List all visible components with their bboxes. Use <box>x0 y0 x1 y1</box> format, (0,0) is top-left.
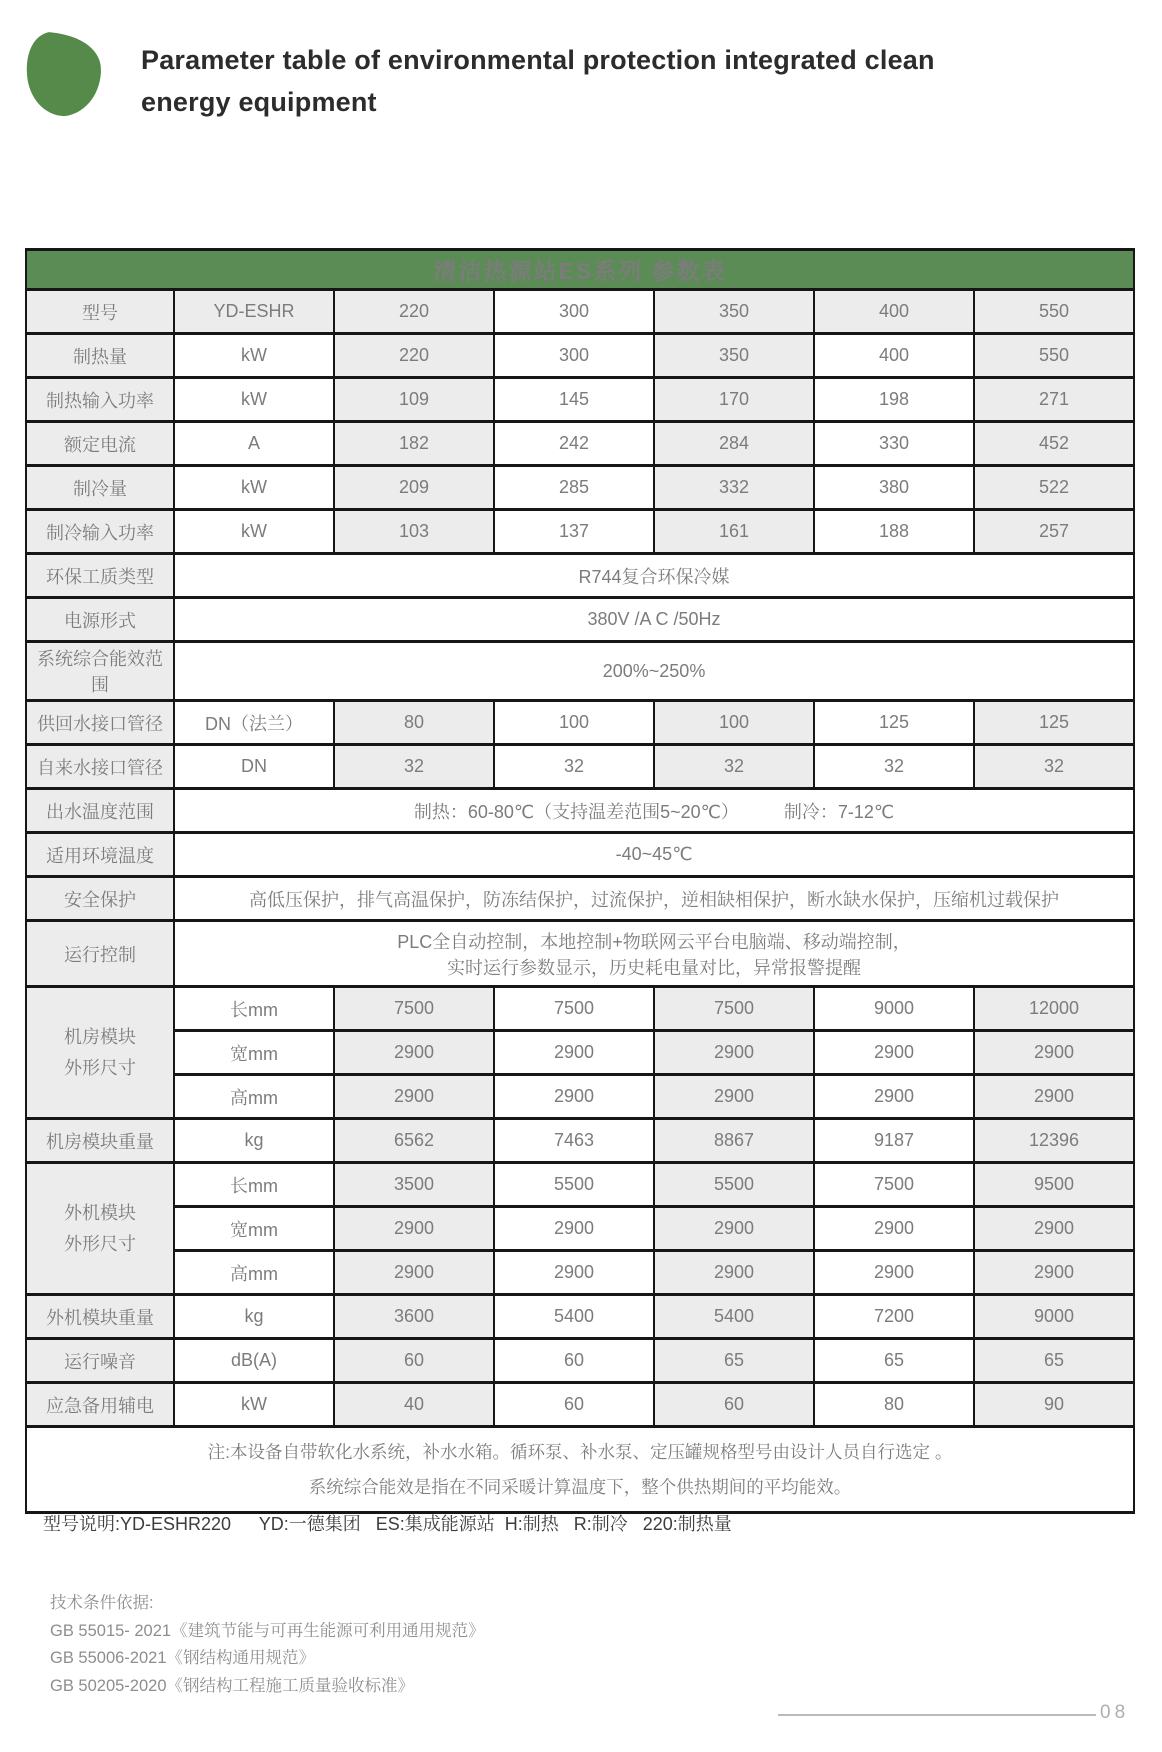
unit-cell: kW <box>174 466 334 510</box>
value-cell: 220 <box>334 334 494 378</box>
unit-cell: 宽mm <box>174 1207 334 1251</box>
value-cell: 9187 <box>814 1119 974 1163</box>
value-cell: 550 <box>974 334 1134 378</box>
value-cell: 9000 <box>814 987 974 1031</box>
value-cell: 2900 <box>974 1075 1134 1119</box>
parameter-table <box>25 248 1135 1514</box>
value-cell: 32 <box>494 745 654 789</box>
value-cell: 2900 <box>814 1075 974 1119</box>
row-label-cell: 应急备用辅电 <box>26 1383 174 1427</box>
merged-value-cell: 高低压保护，排气高温保护，防冻结保护，过流保护，逆相缺相保护，断水缺水保护，压缩机过载保护 <box>174 877 1134 921</box>
unit-cell: kW <box>174 510 334 554</box>
page-number: 08 <box>1100 1702 1130 1723</box>
row-label-cell: 制热量 <box>26 334 174 378</box>
unit-cell: 长mm <box>174 1163 334 1207</box>
value-cell: 182 <box>334 422 494 466</box>
value-cell: 2900 <box>814 1207 974 1251</box>
unit-cell: kg <box>174 1295 334 1339</box>
value-cell: 5400 <box>494 1295 654 1339</box>
row-label-cell: 电源形式 <box>26 598 174 642</box>
model-value-cell: 350 <box>654 290 814 334</box>
value-cell: 2900 <box>334 1207 494 1251</box>
merged-value-cell: 200%~250% <box>174 642 1134 701</box>
tech-basis-item: GB 55015- 2021《建筑节能与可再生能源可利用通用规范》 <box>50 1621 485 1640</box>
value-cell: 2900 <box>654 1031 814 1075</box>
row-label-cell: 系统综合能效范围 <box>26 642 174 701</box>
value-cell: 40 <box>334 1383 494 1427</box>
value-cell: 103 <box>334 510 494 554</box>
value-cell: 90 <box>974 1383 1134 1427</box>
unit-cell: A <box>174 422 334 466</box>
value-cell: 285 <box>494 466 654 510</box>
row-label-cell: 适用环境温度 <box>26 833 174 877</box>
value-cell: 2900 <box>334 1075 494 1119</box>
note-line: 系统综合能效是指在不同采暖计算温度下，整个供热期间的平均能效。 <box>308 1476 852 1497</box>
value-cell: 3500 <box>334 1163 494 1207</box>
value-cell: 161 <box>654 510 814 554</box>
unit-cell: 长mm <box>174 987 334 1031</box>
merged-line: PLC全自动控制，本地控制+物联网云平台电脑端、移动端控制， <box>397 931 911 952</box>
value-cell: 60 <box>494 1339 654 1383</box>
row-label-cell: 额定电流 <box>26 422 174 466</box>
value-cell: 209 <box>334 466 494 510</box>
row-label-cell: 制冷输入功率 <box>26 510 174 554</box>
value-cell: 80 <box>814 1383 974 1427</box>
value-cell: 5500 <box>654 1163 814 1207</box>
row-label-cell: 机房模块重量 <box>26 1119 174 1163</box>
value-cell: 5500 <box>494 1163 654 1207</box>
tech-basis-item: GB 50205-2020《钢结构工程施工质量验收标准》 <box>50 1677 415 1696</box>
unit-cell: DN <box>174 745 334 789</box>
unit-cell: kW <box>174 378 334 422</box>
table-title: 清洁热源站ES系列 参数表 <box>26 250 1134 290</box>
value-cell: 2900 <box>814 1031 974 1075</box>
unit-cell: kg <box>174 1119 334 1163</box>
value-cell: 7463 <box>494 1119 654 1163</box>
value-cell: 2900 <box>654 1075 814 1119</box>
row-label-cell: 出水温度范围 <box>26 789 174 833</box>
row-label-cell: 制热输入功率 <box>26 378 174 422</box>
value-cell: 242 <box>494 422 654 466</box>
value-cell: 80 <box>334 701 494 745</box>
row-label-cell: 自来水接口管径 <box>26 745 174 789</box>
group-label-line: 外机模块 <box>64 1202 136 1223</box>
value-cell: 32 <box>974 745 1134 789</box>
value-cell: 9500 <box>974 1163 1134 1207</box>
row-label-cell: 供回水接口管径 <box>26 701 174 745</box>
value-cell: 284 <box>654 422 814 466</box>
value-cell: 65 <box>974 1339 1134 1383</box>
value-cell: 65 <box>814 1339 974 1383</box>
value-cell: 170 <box>654 378 814 422</box>
value-cell: 452 <box>974 422 1134 466</box>
unit-cell: 高mm <box>174 1075 334 1119</box>
model-value-cell: 550 <box>974 290 1134 334</box>
model-note: 型号说明:YD-ESHR220 YD:一德集团 ES:集成能源站 H:制热 R:制冷 220:制热量 <box>43 1514 732 1534</box>
value-cell: 32 <box>814 745 974 789</box>
row-label-cell: 制冷量 <box>26 466 174 510</box>
value-cell: 188 <box>814 510 974 554</box>
notes-cell <box>26 1427 1134 1513</box>
value-cell: 2900 <box>974 1207 1134 1251</box>
note-line: 注:本设备自带软化水系统，补水水箱。循环泵、补水泵、定压罐规格型号由设计人员自行选定 。 <box>207 1441 953 1462</box>
group-label-cell <box>26 1163 174 1295</box>
merged-line: 实时运行参数显示，历史耗电量对比，异常报警提醒 <box>447 957 862 978</box>
tech-basis <box>25 1590 1135 1701</box>
group-label-line: 外形尺寸 <box>64 1233 136 1254</box>
value-cell: 198 <box>814 378 974 422</box>
value-cell: 400 <box>814 334 974 378</box>
value-cell: 125 <box>974 701 1134 745</box>
unit-cell: kW <box>174 1383 334 1427</box>
unit-cell: 宽mm <box>174 1031 334 1075</box>
value-cell: 2900 <box>494 1251 654 1295</box>
value-cell: 60 <box>494 1383 654 1427</box>
value-cell: 12000 <box>974 987 1134 1031</box>
row-label-cell: 外机模块重量 <box>26 1295 174 1339</box>
value-cell: 332 <box>654 466 814 510</box>
value-cell: 330 <box>814 422 974 466</box>
value-cell: 60 <box>334 1339 494 1383</box>
value-cell: 2900 <box>334 1251 494 1295</box>
value-cell: 7200 <box>814 1295 974 1339</box>
below-table <box>25 1510 1135 1701</box>
unit-cell: 高mm <box>174 1251 334 1295</box>
value-cell: 2900 <box>974 1251 1134 1295</box>
value-cell: 3600 <box>334 1295 494 1339</box>
value-cell: 271 <box>974 378 1134 422</box>
model-value-cell: 300 <box>494 290 654 334</box>
value-cell: 9000 <box>974 1295 1134 1339</box>
value-cell: 300 <box>494 334 654 378</box>
value-cell: 2900 <box>654 1207 814 1251</box>
merged-value-cell: -40~45℃ <box>174 833 1134 877</box>
unit-cell: dB(A) <box>174 1339 334 1383</box>
row-label-cell: 环保工质类型 <box>26 554 174 598</box>
model-value-cell: 400 <box>814 290 974 334</box>
value-cell: 12396 <box>974 1119 1134 1163</box>
spec-table-wrap <box>25 248 1135 1514</box>
value-cell: 380 <box>814 466 974 510</box>
value-cell: 65 <box>654 1339 814 1383</box>
value-cell: 522 <box>974 466 1134 510</box>
merged-value-cell <box>174 921 1134 987</box>
value-cell: 145 <box>494 378 654 422</box>
row-label-cell: 运行控制 <box>26 921 174 987</box>
row-label-cell: 运行噪音 <box>26 1339 174 1383</box>
unit-cell: kW <box>174 334 334 378</box>
model-row-label: 型号 <box>26 290 174 334</box>
value-cell: 32 <box>334 745 494 789</box>
value-cell: 2900 <box>494 1031 654 1075</box>
value-cell: 100 <box>494 701 654 745</box>
value-cell: 2900 <box>334 1031 494 1075</box>
tech-basis-item: GB 55006-2021《钢结构通用规范》 <box>50 1649 316 1668</box>
footer-divider-line <box>778 1714 1096 1716</box>
group-label-cell <box>26 987 174 1119</box>
value-cell: 2900 <box>494 1075 654 1119</box>
model-value-cell: 220 <box>334 290 494 334</box>
leaf-icon <box>22 28 106 122</box>
value-cell: 125 <box>814 701 974 745</box>
row-label-cell: 安全保护 <box>26 877 174 921</box>
value-cell: 2900 <box>654 1251 814 1295</box>
value-cell: 60 <box>654 1383 814 1427</box>
value-cell: 2900 <box>494 1207 654 1251</box>
page-title: Parameter table of environmental protection integrated clean energy equipment <box>141 45 935 117</box>
value-cell: 6562 <box>334 1119 494 1163</box>
unit-cell: DN（法兰） <box>174 701 334 745</box>
value-cell: 7500 <box>654 987 814 1031</box>
value-cell: 7500 <box>814 1163 974 1207</box>
value-cell: 257 <box>974 510 1134 554</box>
value-cell: 2900 <box>974 1031 1134 1075</box>
model-row-unit: YD-ESHR <box>174 290 334 334</box>
value-cell: 7500 <box>334 987 494 1031</box>
merged-value-cell: 制热：60-80℃（支持温差范围5~20℃） 制冷：7-12℃ <box>174 789 1134 833</box>
merged-value-cell: R744复合环保冷媒 <box>174 554 1134 598</box>
value-cell: 32 <box>654 745 814 789</box>
group-label-line: 机房模块 <box>64 1026 136 1047</box>
value-cell: 5400 <box>654 1295 814 1339</box>
value-cell: 137 <box>494 510 654 554</box>
group-label-line: 外形尺寸 <box>64 1057 136 1078</box>
tech-basis-title: 技术条件依据: <box>50 1594 154 1612</box>
value-cell: 109 <box>334 378 494 422</box>
value-cell: 350 <box>654 334 814 378</box>
merged-value-cell: 380V /A C /50Hz <box>174 598 1134 642</box>
value-cell: 100 <box>654 701 814 745</box>
value-cell: 8867 <box>654 1119 814 1163</box>
value-cell: 2900 <box>814 1251 974 1295</box>
value-cell: 7500 <box>494 987 654 1031</box>
